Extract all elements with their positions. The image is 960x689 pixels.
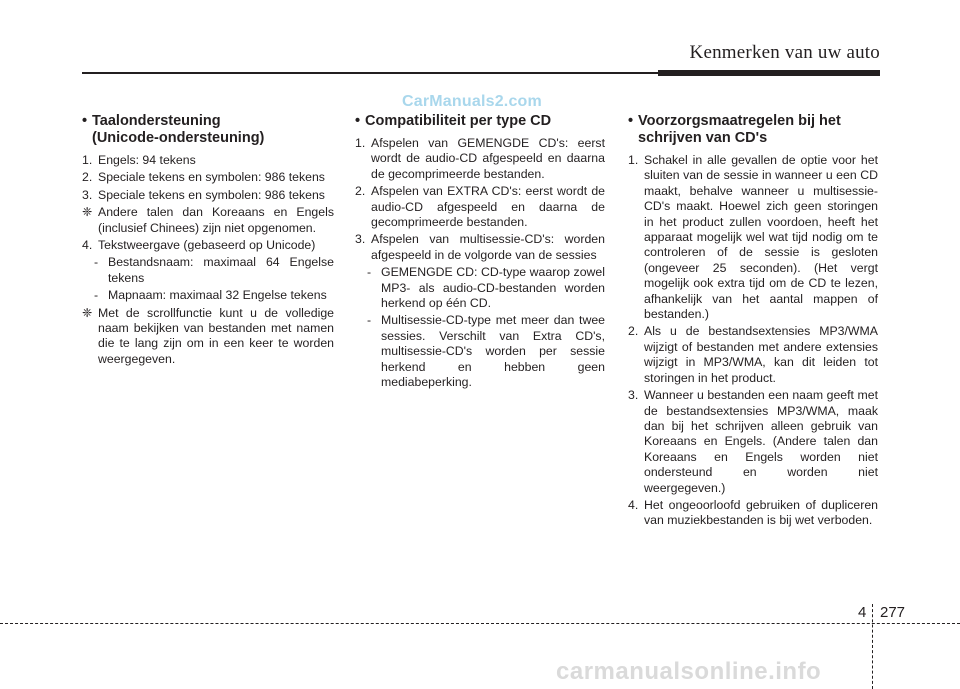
heading-line1: Voorzorgsmaatregelen bij het [638, 113, 841, 129]
item-text: Bestandsnaam: maximaal 64 Engelse tekens [108, 255, 334, 285]
watermark-bottom: carmanualsonline.info [556, 658, 822, 685]
item-text: Tekstweergave (gebaseerd op Unicode) [98, 238, 316, 253]
item-label: 1. [628, 153, 639, 167]
heading-bullet: • [628, 113, 634, 129]
item-label: 1. [82, 153, 93, 167]
item-label: - [94, 288, 99, 303]
list-item [82, 238, 334, 253]
list-item [82, 188, 334, 203]
sub-list-item [84, 255, 334, 286]
watermark-top: CarManuals2.com [402, 93, 542, 110]
list-item [82, 153, 334, 168]
note-item [82, 205, 334, 236]
item-text: Mapnaam: maximaal 32 Engelse tekens [108, 288, 327, 303]
item-text: Speciale tekens en symbolen: 986 tekens [98, 187, 325, 202]
item-label: 3. [628, 388, 639, 403]
heading-line1: Taalondersteuning [92, 113, 221, 129]
item-label: - [367, 313, 372, 328]
item-label: 2. [628, 324, 639, 339]
item-text: GEMENGDE CD: CD-type waarop zowel MP3- als audio-CD-bestanden worden herkend op één CD. [381, 265, 605, 311]
sub-list-item [357, 265, 605, 311]
column-language-support [82, 113, 334, 369]
footer-divider [872, 604, 873, 689]
note-icon: ❈ [82, 305, 93, 320]
heading-line1: Compatibiliteit per type CD [365, 113, 552, 129]
list-item [628, 498, 878, 529]
heading-bullet: • [355, 113, 361, 129]
header-rule-accent [658, 70, 880, 76]
list-item [82, 170, 334, 185]
page-number: 277 [880, 604, 906, 621]
page-section-number: 4 [858, 604, 867, 621]
section-heading [355, 113, 605, 130]
item-label: - [367, 265, 372, 280]
item-text: Schakel in alle gevallen de optie voor het sluiten van de sessie in wanneer u een CD maakt, behalve wanneer u multisessie-CD's maakt. Hoewel zich geen storingen in het product zullen voordoen, heeft het apparaat mogelijk wel wat tijd nodig om te controleren of de sessie is gesloten (ongeveer 25 seconden). (Het vergt mogelijk ook extra tijd om de CD te lezen, afhankelijk van het aantal mappen of bestanden.) [644, 153, 878, 322]
item-text: Andere talen dan Koreaans en Engels (inclusief Chinees) zijn niet opgenomen. [98, 205, 334, 235]
item-text: Afspelen van multisessie-CD's: worden afgespeeld in de volgorde van de sessies [371, 232, 605, 262]
item-text: Afspelen van EXTRA CD's: eerst wordt de audio-CD afgespeeld en daarna de gecomprimeerde bestanden. [371, 184, 605, 230]
item-label: 4. [628, 497, 639, 512]
list-item [355, 184, 605, 230]
heading-line2: (Unicode-ondersteuning) [92, 130, 265, 146]
item-text: Multisessie-CD-type met meer dan twee sessies. Verschilt van Extra CD's, multisessie-CD's worden per sessie herkend en hebben geen mediabeperking. [381, 313, 605, 390]
section-heading [82, 113, 334, 147]
heading-bullet: • [82, 113, 88, 129]
note-item [82, 306, 334, 368]
item-text: Als u de bestandsextensies MP3/WMA wijzigt of bestanden met andere extensies wijzigt in MP3/WMA, kan dit leiden tot storingen in het product. [644, 324, 878, 385]
column-cd-compatibility [355, 113, 605, 393]
item-label: 3. [355, 232, 366, 247]
header-rule [82, 72, 658, 74]
item-text: Wanneer u bestanden een naam geeft met de bestandsextensies MP3/WMA, maak dan bij het schrijven alleen gebruik van Koreaans en Engels. (Andere talen dan Koreaans en Engels worden niet ondersteund en worden niet weergegeven.) [644, 388, 878, 495]
item-label: 2. [82, 170, 93, 185]
item-label: 3. [82, 187, 93, 202]
sub-list-item [84, 288, 334, 303]
list-item [355, 136, 605, 182]
note-icon: ❈ [82, 205, 93, 220]
column-writing-precautions [628, 113, 878, 531]
item-text: Engels: 94 tekens [98, 153, 196, 167]
item-label: - [94, 255, 99, 270]
heading-line2: schrijven van CD's [638, 130, 768, 146]
list-item [628, 153, 878, 322]
item-text: Speciale tekens en symbolen: 986 tekens [98, 170, 325, 185]
sub-list-item [357, 313, 605, 390]
list-item [628, 324, 878, 386]
item-text: Met de scrollfunctie kunt u de volledige naam bekijken van bestanden met namen die te lang zijn om in een keer te worden weergegeven. [98, 305, 334, 366]
list-item [355, 232, 605, 263]
section-heading [628, 113, 878, 147]
footer-rule [0, 623, 960, 624]
header-title: Kenmerken van uw auto [689, 42, 880, 63]
item-text: Afspelen van GEMENGDE CD's: eerst wordt de audio-CD afgespeeld en daarna de gecomprimeerde bestanden. [371, 136, 605, 181]
item-label: 1. [355, 136, 366, 150]
list-item [628, 388, 878, 496]
item-label: 2. [355, 184, 366, 199]
item-label: 4. [82, 238, 93, 253]
item-text: Het ongeoorloofd gebruiken of dupliceren van muziekbestanden is bij wet verboden. [644, 497, 878, 528]
